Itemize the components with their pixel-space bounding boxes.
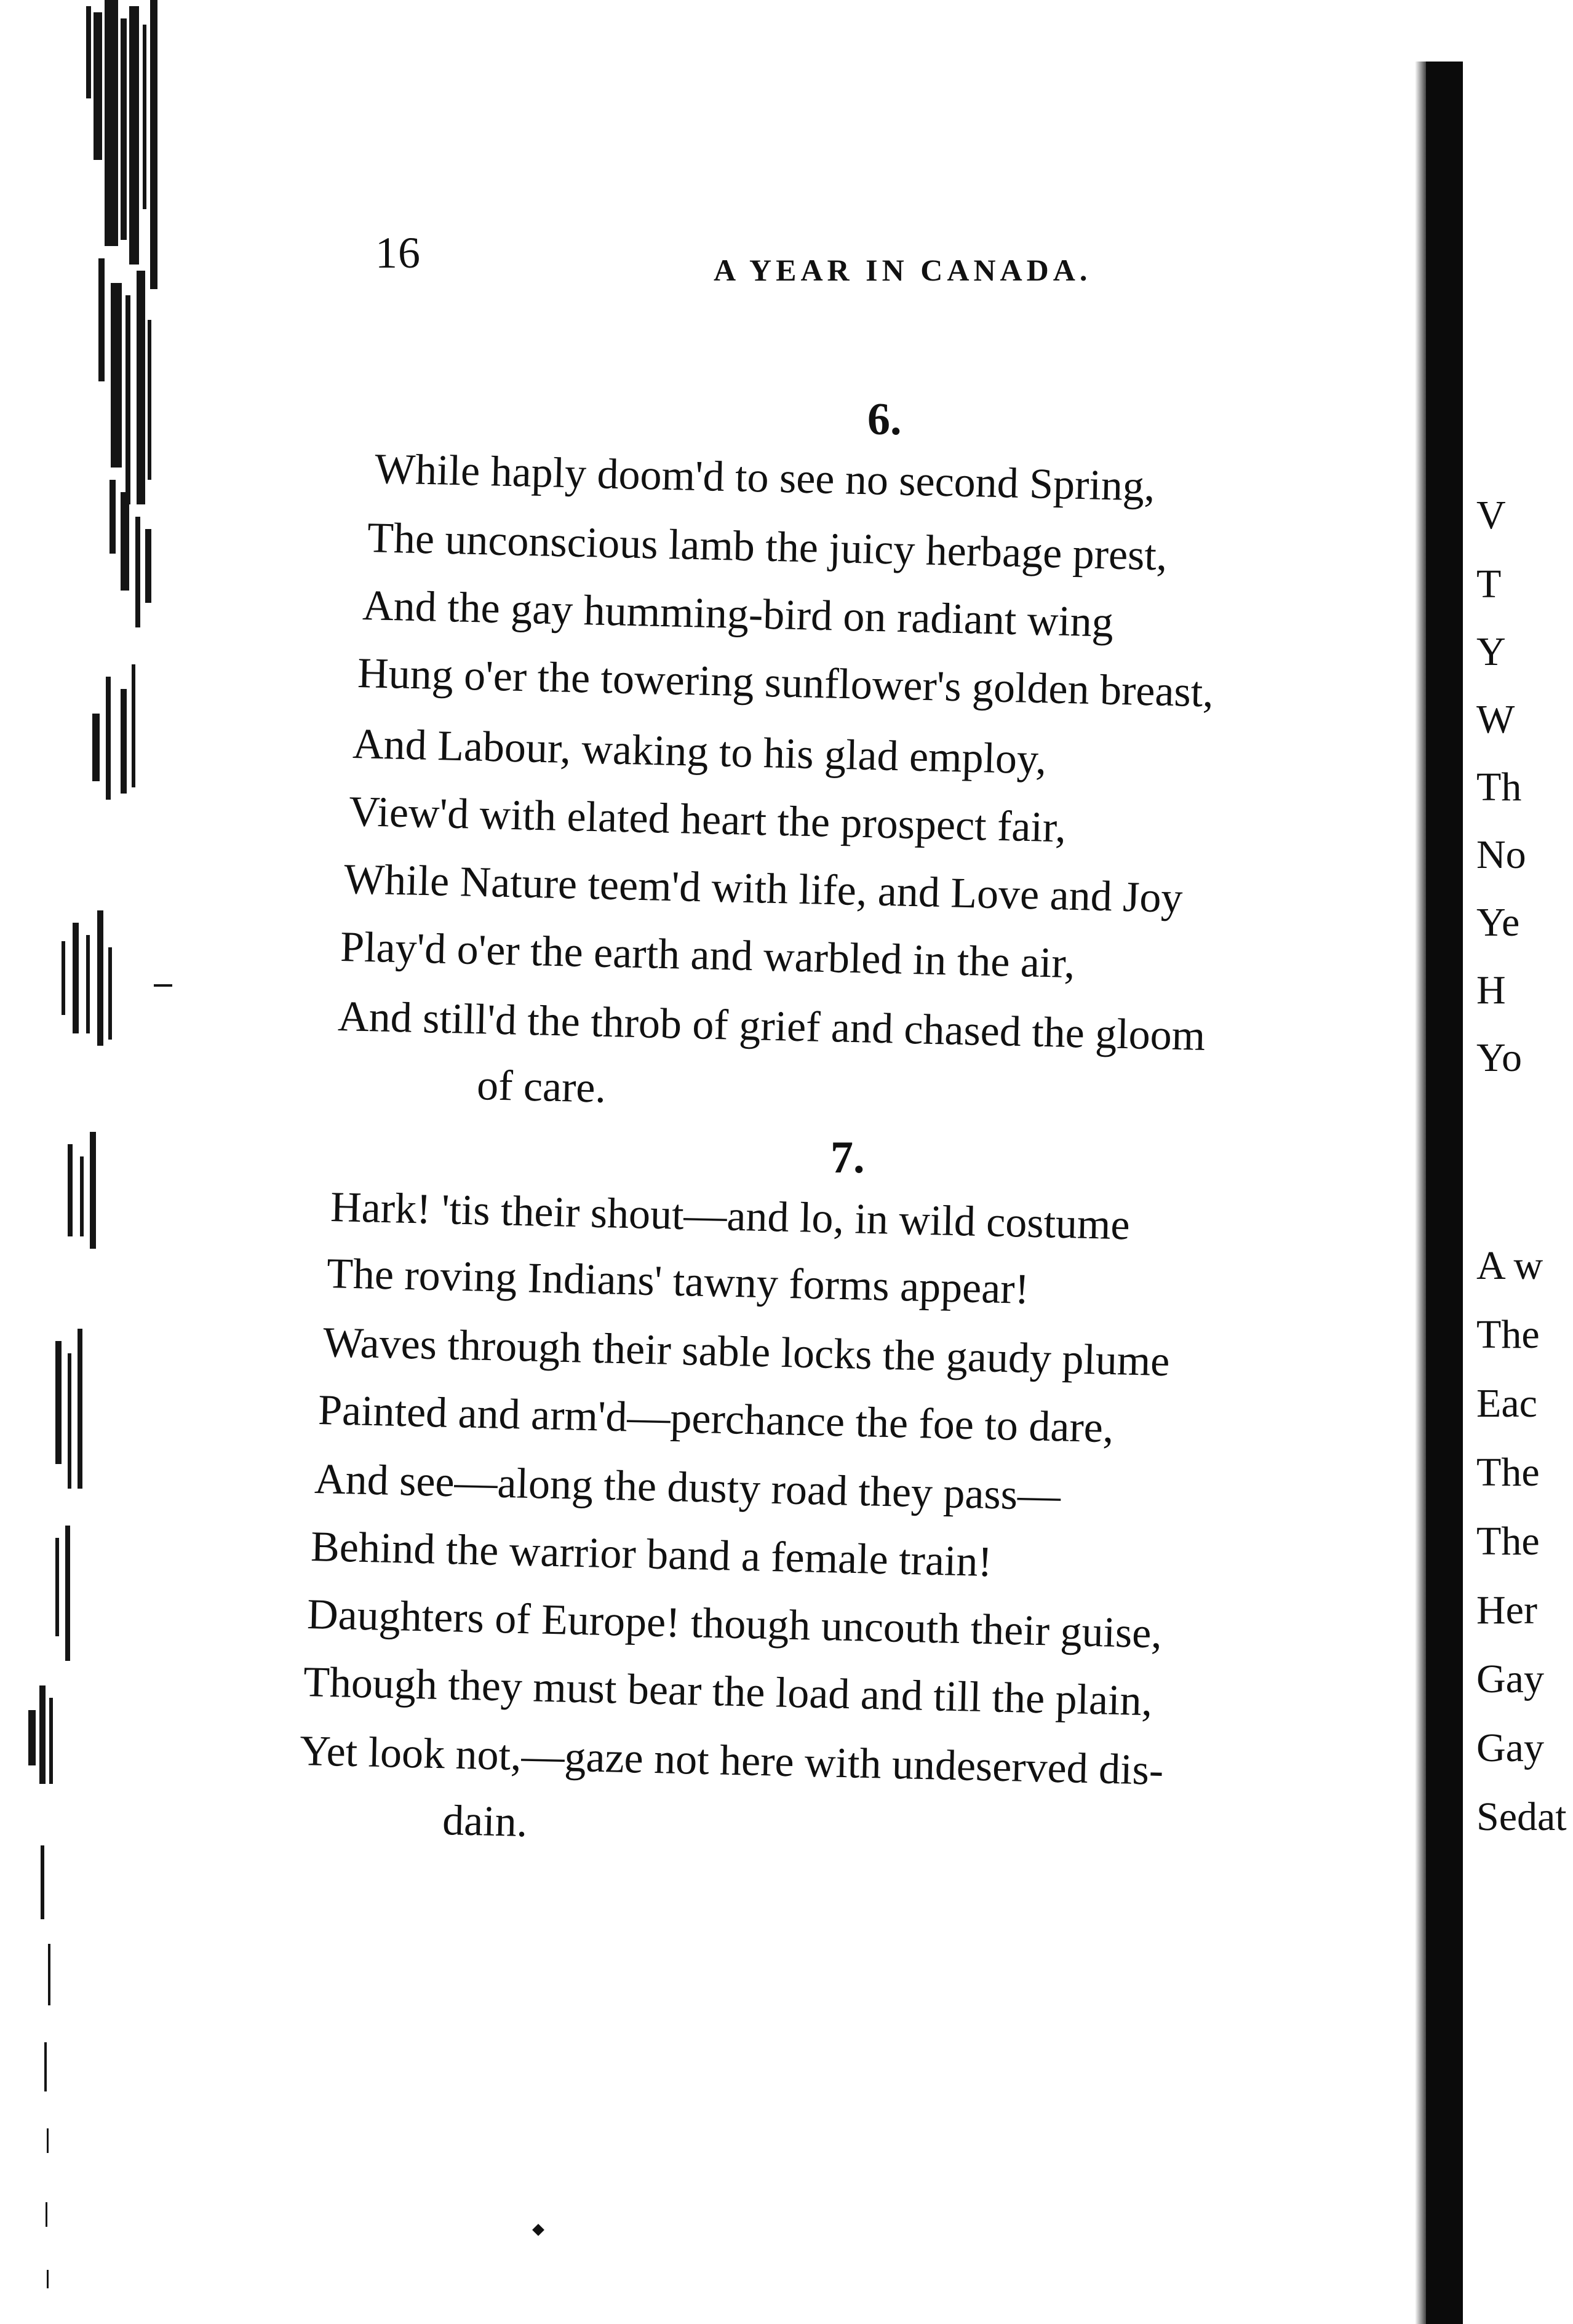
verse-line: Play'd o'er the earth and warbled in the air, <box>340 923 1076 988</box>
running-title: A YEAR IN CANADA. <box>714 253 1092 287</box>
verse-line: Daughters of Europe! though uncouth their guise, <box>306 1591 1163 1658</box>
facing-line-fragment: Gay <box>1476 1657 1544 1701</box>
verse-line: Yet look not,—gaze not here with undeserved dis- <box>299 1727 1165 1794</box>
verse-line: Behind the warrior band a female train! <box>310 1523 993 1586</box>
verse-line: While Nature teem'd with life, and Love and Joy <box>343 856 1184 922</box>
facing-line-fragment: The <box>1476 1312 1540 1357</box>
verse-line: And the gay humming-bird on radiant wing <box>362 582 1114 647</box>
facing-line-fragment: Her <box>1476 1588 1537 1633</box>
verse-line: The roving Indians' tawny forms appear! <box>326 1250 1030 1313</box>
verse-line: While haply doom'd to see no second Spring, <box>374 445 1156 511</box>
facing-line-fragment: No <box>1476 832 1526 877</box>
facing-line-fragment: Th <box>1476 765 1522 810</box>
facing-line-fragment: A w <box>1476 1243 1543 1288</box>
verse-line: View'd with elated heart the prospect fair, <box>348 788 1067 852</box>
facing-line-fragment: Yo <box>1476 1035 1523 1080</box>
verse-line: And still'd the throb of grief and chased the gloom <box>337 993 1206 1060</box>
book-spine <box>1426 62 1463 2324</box>
facing-line-fragment: The <box>1476 1519 1540 1564</box>
verse-line: Though they must bear the load and till the plain, <box>303 1658 1153 1725</box>
facing-line-fragment: H <box>1476 968 1506 1013</box>
facing-line-fragment: Gay <box>1476 1725 1544 1770</box>
verse-line-continuation: dain. <box>442 1797 528 1847</box>
facing-line-fragment: W <box>1476 697 1515 742</box>
verse-line: And see—along the dusty road they pass— <box>314 1455 1061 1520</box>
verse-line: Hung o'er the towering sunflower's golden breast, <box>357 650 1214 717</box>
verse-line: Hark! 'tis their shout—and lo, in wild costume <box>330 1184 1131 1249</box>
stanza-number: 7. <box>830 1132 865 1183</box>
verse-line-continuation: of care. <box>476 1062 607 1112</box>
scan-edge-artifacts <box>0 0 203 2324</box>
verse-line: And Labour, waking to his glad employ, <box>352 720 1047 784</box>
page-number: 16 <box>375 228 421 277</box>
printer-mark <box>532 2224 544 2236</box>
facing-line-fragment: V <box>1476 493 1506 538</box>
facing-line-fragment: Ye <box>1476 900 1520 945</box>
stanza-number: 6. <box>867 394 902 445</box>
verse-line: The unconscious lamb the juicy herbage prest, <box>367 514 1168 580</box>
facing-line-fragment: The <box>1476 1450 1540 1495</box>
facing-line-fragment: Eac <box>1476 1381 1537 1426</box>
facing-line-fragment: Y <box>1476 629 1506 674</box>
facing-line-fragment: T <box>1476 562 1502 607</box>
verse-line: Painted and arm'd—perchance the foe to dare, <box>317 1387 1115 1452</box>
facing-line-fragment: Sedat <box>1476 1794 1567 1839</box>
verse-line: Waves through their sable locks the gaudy plume <box>322 1319 1171 1386</box>
facing-page <box>1463 62 1573 2324</box>
